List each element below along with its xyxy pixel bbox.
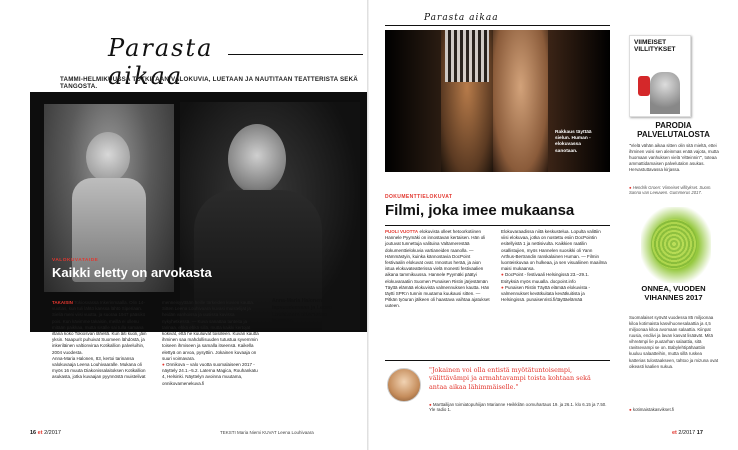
bullet-icon: ●: [162, 362, 165, 368]
body-text: elokuvista olleet hetoorkotiinen Hannele Pyymäki on innostavan kertaisen. Hän oli joutuvat tunnettuja valituina Valtamerestää dokumenttielokuvia vartianeiden raanolla. — Hämmästyin, kuinka kännostavia DocPoint festivaalin elokuvat ovat. Innostus herää, ja aion istua elokuvateatterissa vielä monesti festivaalien aikana tammikuussa. Hannele Pyymäki päätyi elokuvaraatiin Suomen Punaisen Ristin järjestämän Täyttä elämää elokuvista valmennuksen kautta. Hän täytti SPR:n tunnin muutama kuukausi sitten. — Pitkän työuran jälkeen oli haastava vaihtaa ajatukset uuteen.: [385, 229, 490, 309]
title-rule: [228, 54, 363, 55]
child-photo: [44, 104, 174, 292]
book-cover: [629, 35, 691, 117]
body-column-2: [501, 229, 607, 303]
side-source-text: kotimaistakasvikset.fi: [632, 407, 675, 412]
section-tag: DOKUMENTTIELOKUVAT: [385, 194, 453, 200]
photo-credit: TEKSTI Maria Niemi KUVAT Leena Louhivaara: [220, 430, 314, 435]
side-heading-1: PARODIA PALVELUTALOSTA: [637, 121, 710, 140]
magazine-name: et: [37, 430, 43, 436]
page-folio: [672, 430, 703, 436]
avatar: [387, 368, 421, 402]
event-info: Onnikova – valo vuotta suomalaiseen 2017 -näyttely 24.1.–5.2. Laterna Magica, Rouhankatu 4, Helsinki. Näyttelyn avoinna muutama, onnikovamenekuva.fi: [162, 362, 258, 386]
lead-word: TAKAISIN: [52, 300, 73, 305]
child-head-shape: [86, 132, 130, 182]
article-headline: Filmi, joka imee mukaansa: [385, 202, 575, 219]
face-strip: [385, 30, 441, 172]
face-strip: [493, 30, 548, 172]
page-number: 16: [30, 430, 37, 436]
portrait-photo: [30, 92, 369, 332]
pull-quote: "Jokainen voi olla entistä myötätuntoisempi, välittävämpi ja armahtavampi toista kohtaan sekä antaa aikaa lähimmäiselle.": [429, 366, 591, 391]
intro-text: TAMMI-HELMIKUUSSA TUTKITAAN VALOKUVIA, LUETAAN JA NAUTITAAN TEATTERISTA SEKÄ TANGOSTA.: [60, 76, 358, 90]
book-title: VIIMEISET VILLITYKSET: [634, 39, 676, 53]
body-text: Elokuvaraadissa niitä keskustelua. Lopulta valittiin viisi elokuvaa, jotka on nostettu esiin DocPointin esitellyistä 1 ja nettisivulta. Kaikkien raatilin osallistujien, myös Hannelen suosikki oli Yann Arthus-Bertrandin ranskalainen Human. — Filmin luonteiskuvaa on hulkeaa, ja sen visualiinen maailma maisi mukaansa.: [501, 229, 607, 272]
bullet-icon: ●: [629, 407, 632, 412]
body-column-1: [385, 229, 491, 310]
side-source-1: [629, 185, 719, 195]
quote-credit-text: Marttailijan toimiatopuhiijan Marianne Heikkilän oomuhartaus 19. ja 26.1. klo 6.15 ja 7.50. Yle radio 1.: [429, 402, 607, 412]
bullet-icon: ●: [501, 272, 504, 278]
right-page: [369, 0, 738, 450]
magazine-name: et: [672, 430, 677, 436]
headdress-pattern: [445, 30, 489, 82]
section-tag: VALOKUVATAIDE: [52, 258, 99, 263]
body-text: Tokiosvassa Inkerinmaalla. Olin 14-vuotias, kun tuli lähtö kanssa lähtö Siperiaan. Siellä meni viisi vuotta, ja suoraa 1947 pääsikö pois. Kun kävimme takaisin, meillä ei ollenu mitään paikkaa, mutta sisälle sai tulla samana iltana koko Tokiosvan lähellä. Kun äiti kuoli, jäin yksin. Naapurit puhuivat Suomeen lähdöstä, ja inkeriläinen valtionviraa Kotikallion palveluihin, 2004 vuodesta.: [52, 300, 147, 355]
elderly-woman-photo: [180, 102, 360, 330]
body-column-2: [162, 300, 262, 387]
event-info: DocPoint - festivaali Helsingissä 23.–29.1. Esityksiä myös muualla. docpoint.info: [501, 272, 590, 284]
side-source-text: Hendrik Groen: Viimeiset villitykset. Suom. Sanna van Leeuwen. Gummerus 2017.: [629, 185, 712, 195]
body-text: menneisyyttään heille tärkeiden kuvien kautta. Sitten Leena Louhivaara kuvasi muistelijat ja heidän vanhoissa ja uusissa kuvissa nykyhetkessä. — Kuva sanattaa tunteita ja tarinaa, ehkä ehkä sillä, mutta kaikki kertojat kokivat, että he kuuluivat toisilleen. Kuvan kautta ihminen saa mahdollisuuden tutustua syvemmin toiseen ihmiseen ja samalla itseensä. Kaikella elettyä on arvoa, pysyttiin. Jokainen kuvaaja on suuri voimavara.: [162, 300, 259, 361]
section-script-title: Parasta aikaa: [108, 34, 214, 90]
event-info-2: Punaisen Ristin Täyttä elämää elokuvista -valmennukset kevätkuitata kevätkuitista ja Helsingissä. punaisenristi.fi/täyttäelämää: [501, 284, 590, 303]
side-heading-2: ONNEA, VUODEN VIHANNES 2017: [641, 284, 706, 302]
book-illustration-red: [638, 76, 650, 96]
side-text-1: "Vielä vähän aikaa sitten olin sitä mieltä, ettei ihminen voisi sen aleinmas enää vajota, mutta huomaan vanhuksen vielä 'eltteinnin'", toteaa ammattidamaisen palvelutalon asukas. Hervastuttavassa kirjassa.: [629, 143, 719, 173]
page-number: 17: [696, 430, 703, 436]
bullet-icon: ●: [429, 402, 432, 407]
section-script-title: Parasta aikaa: [424, 13, 499, 23]
lead-word: PUOLI VUOTTA: [385, 229, 419, 234]
issue-number: 2/2017: [44, 430, 61, 436]
issue-number: 2/2017: [678, 430, 696, 436]
book-illustration-man: [650, 72, 680, 114]
faces-photo: [385, 30, 610, 172]
top-rule: [385, 25, 610, 26]
page-folio: [30, 430, 61, 436]
article-headline: Kaikki eletty on arvokasta: [52, 265, 212, 280]
lettuce-texture: [651, 219, 697, 269]
side-source-2: [629, 407, 719, 412]
side-text-2: Suomalaiset syövät vuodessa 85 miljoonaa kiloa kotimaista kasvihuonesalaattia ja 4,5 miljoonaa kiloa avomaan salaattia. Kiinpat ruusia, endiivi ja lavan kasvat lisäävät. Mitä vihreämpi lie puutarhan salaattia, sitä ravitsevampi se on. Babylehtipähaattiin kuuluu salaatteihin, mutta sillä ruskea katterias tulostaakseen, tahtoo ja mizuna ovat oikeasti kaalien sukua.: [629, 315, 719, 369]
headline-rule: [385, 225, 610, 226]
body-column-1: [52, 300, 152, 381]
bullet-icon: ●: [501, 284, 504, 290]
woman-head-shape: [228, 124, 286, 194]
quote-credit: [429, 402, 607, 412]
photo-caption: Anna-Maria Halonen lapsuudessaan ja Leena Louhivaara ottamassa kuvassa.: [272, 298, 332, 325]
bullet-icon: ●: [629, 185, 632, 190]
photo-caption: Rakkaus täyttää sielun. Human -elokuvassa sanotaan.: [555, 130, 592, 154]
body-sign: Anna-Maria Halonen, 83, kertoi tarinansa valokuvaaja Leena Louhivaaralle. Mukana oli myös 16 muuta Diakonissalaitoksen Kotikallion asukasta, jotka kuvaajan pyynnöstä muistelivat: [52, 355, 146, 380]
